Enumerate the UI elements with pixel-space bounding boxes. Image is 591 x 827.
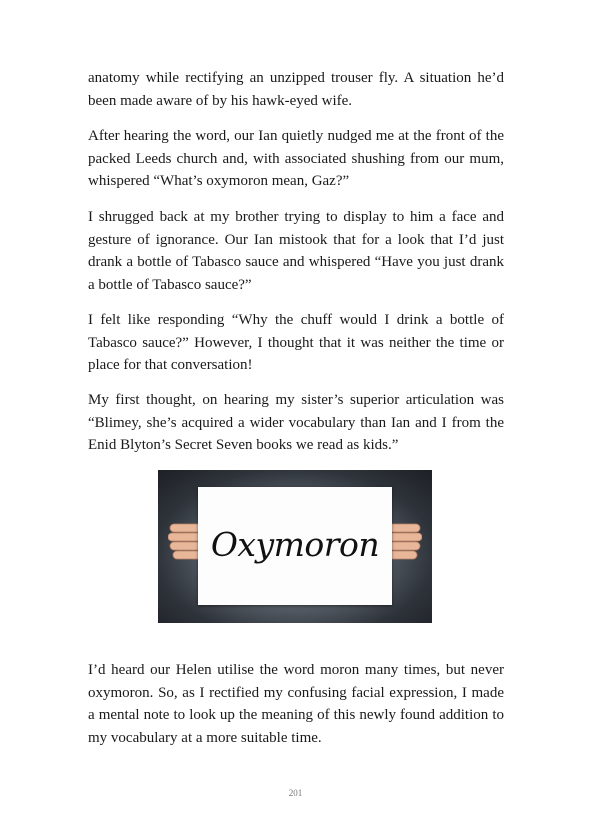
paragraph-3: I shrugged back at my brother trying to display to him a face and gesture of ignorance. Our Ian mistook that for a look that I’d just drank a bottle of Tabasco sauce and whispered “Have you just drank a bottle of Tabasco sauce?” [88,209,504,293]
paragraph-4: I felt like responding “Why the chuff would I drink a bottle of Tabasco sauce?” However, I thought that it was neither the time or place for that conversation! [88,312,504,373]
paragraph-1: anatomy while rectifying an unzipped trouser fly. A situation he’d been made aware of by his hawk-eyed wife. [88,70,504,109]
oxymoron-sign-image [158,470,432,623]
paragraph-2: After hearing the word, our Ian quietly nudged me at the front of the packed Leeds church and, with associated shushing from our mum, whispered “What’s oxymoron mean, Gaz?” [88,128,504,189]
sign-card [198,487,392,605]
page-number: 201 [288,788,303,798]
paragraph-6: I’d heard our Helen utilise the word moron many times, but never oxymoron. So, as I rectified my confusing facial expression, I made a mental note to look up the meaning of this newly found addition to my vocabulary at a more suitable time. [88,662,504,746]
paragraph-5: My first thought, on hearing my sister’s superior articulation was “Blimey, she’s acquired a wider vocabulary than Ian and I from the Enid Blyton’s Secret Seven books we read as kids.” [88,392,504,453]
sign-word: Oxymoron [210,525,380,564]
